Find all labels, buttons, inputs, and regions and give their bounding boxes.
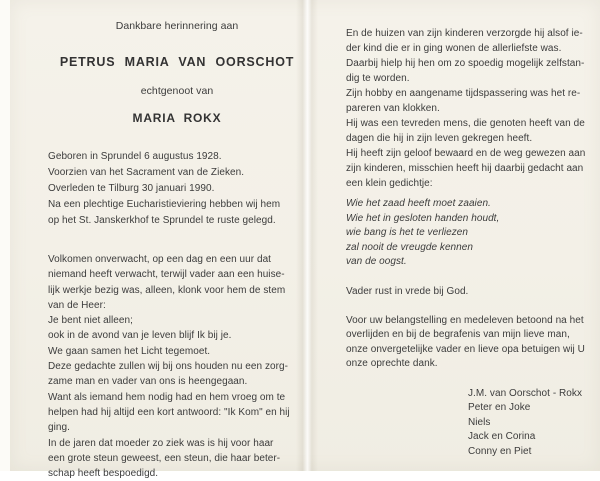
text-line: zijn kinderen, misschien heeft hij daarbij gedacht aan <box>346 163 584 174</box>
deceased-name: PETRUS MARIA VAN OORSCHOT <box>59 55 295 69</box>
text-line: op het St. Janskerkhof te Sprundel te ruste gelegd. <box>48 215 276 226</box>
card-paper <box>10 0 600 480</box>
memorial-paragraph <box>48 252 306 481</box>
relation-line: echtgenoot van <box>140 85 214 97</box>
text-line: dig te worden. <box>346 73 410 84</box>
poem-line: van de oogst. <box>346 256 407 267</box>
text-line: Deze gedachte zullen wij bij ons houden nu een zorg- <box>48 361 288 373</box>
rest-in-peace-line: Vader rust in vrede bij God. <box>346 285 469 297</box>
text-line: ging. <box>48 422 70 434</box>
text-line: ook in de avond van je leven blijf Ik bij je. <box>48 330 232 342</box>
text-line: pareren van klokken. <box>346 103 440 114</box>
text-line: schap heeft bespoedigd. <box>48 468 159 480</box>
text-line: Na een plechtige Eucharistieviering hebben wij hem <box>48 199 281 210</box>
text-line: Hij heeft zijn geloof bewaard en de weg gewezen aan <box>346 148 586 159</box>
signature-line: Jack en Corina <box>468 431 536 443</box>
text-line: Geboren in Sprundel 6 augustus 1928. <box>48 151 222 162</box>
text-line: onze onvergetelijke vader en lieve opa betuigen wij U <box>346 343 585 355</box>
poem-line: Wie het in gesloten handen houdt, <box>346 212 500 224</box>
poem-paragraph <box>346 197 590 270</box>
text-line: lijk werkje bezig was, alleen, klonk voor hem de stem <box>48 284 286 296</box>
text-line: een grote steun geweest, een steun, die haar beter- <box>48 452 281 464</box>
text-line: In de jaren dat moeder zo ziek was is hij voor haar <box>48 437 274 449</box>
text-line: onze oprechte dank. <box>346 358 438 369</box>
story-paragraph <box>346 26 590 191</box>
thanks-paragraph <box>346 314 590 372</box>
signature-line: Peter en Joke <box>468 402 531 414</box>
text-line: Volkomen onverwacht, op een dag en een uur dat <box>48 254 272 265</box>
left-page <box>48 0 306 481</box>
right-page <box>346 0 590 459</box>
text-line: Hij was een tevreden mens, die genoten heeft van de <box>346 118 585 129</box>
poem-line: wie bang is het te verliezen <box>346 227 469 238</box>
text-line: We gaan samen het Licht tegemoet. <box>48 345 211 357</box>
text-line: Overleden te Tilburg 30 januari 1990. <box>48 183 215 194</box>
text-line: dagen die hij in zijn leven gekregen heeft. <box>346 133 533 144</box>
text-line: zame man en vader van ons is heengegaan. <box>48 376 248 388</box>
text-line: niemand heeft verwacht, terwijl vader aan een huise- <box>48 269 285 281</box>
life-events-paragraph <box>48 149 306 229</box>
text-line: Je bent niet alleen; <box>48 315 133 327</box>
text-line: Daarbij hielp hij hen om zo spoedig mogelijk zelfstan- <box>346 58 585 69</box>
text-line: Voor uw belangstelling en medeleven betoond na het <box>346 314 584 326</box>
poem-line: zal nooit de vreugde kennen <box>346 241 473 253</box>
text-line: een klein gedichtje: <box>346 178 433 189</box>
text-line: van de Heer: <box>48 299 106 311</box>
text-line: Want als iemand hem nodig had en hem vroeg om te <box>48 391 286 403</box>
text-line: helpen had hij altijd een kort antwoord: "Ik Kom" en hij <box>48 406 290 418</box>
signature-line: J.M. van Oorschot - Rokx <box>468 387 583 399</box>
signatures-block <box>468 387 590 460</box>
text-line: Zijn hobby en aangename tijdspassering was het re- <box>346 88 581 99</box>
text-line: En de huizen van zijn kinderen verzorgde hij alsof ie- <box>346 28 583 39</box>
signature-line: Conny en Piet <box>468 445 532 457</box>
spouse-name: MARIA ROKX <box>132 111 222 125</box>
poem-line: Wie het zaad heeft moet zaaien. <box>346 198 491 209</box>
text-line: der kind die er in ging wonen de allerliefste was. <box>346 43 562 54</box>
text-line: Voorzien van het Sacrament van de Zieken. <box>48 167 245 178</box>
signature-line: Niels <box>468 416 491 428</box>
text-line: overlijden en bij de begrafenis van mijn lieve man, <box>346 329 570 340</box>
intro-line: Dankbare herinnering aan <box>115 20 239 32</box>
